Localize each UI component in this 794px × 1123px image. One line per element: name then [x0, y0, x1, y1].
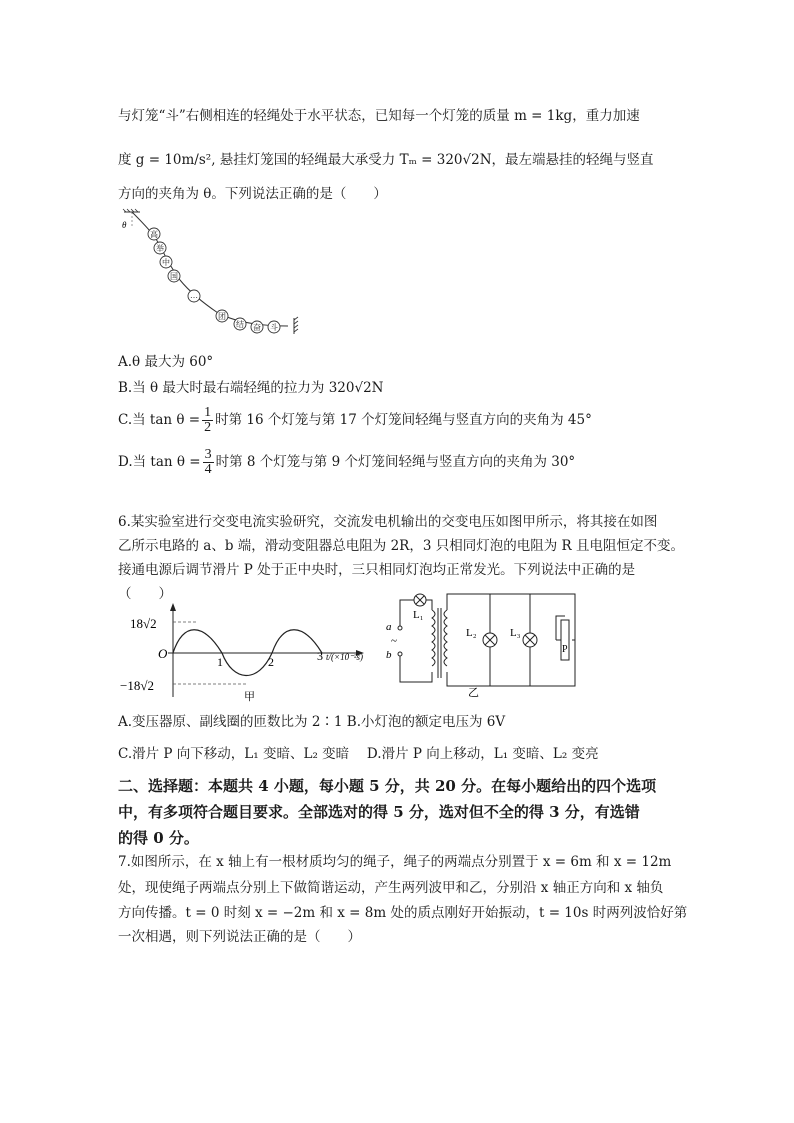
axis-label: t/(×10⁻²s) — [326, 652, 364, 662]
lantern-string — [148, 228, 280, 333]
lamp-l3-label: L₃ — [510, 627, 521, 639]
q5-option-a: A.θ 最大为 60° — [118, 354, 214, 370]
q5-option-d — [118, 448, 575, 477]
fraction-numerator: 1 — [204, 405, 212, 420]
tick-1-label: 1 — [217, 655, 223, 669]
y-max-label: 18√2 — [130, 616, 157, 631]
fraction-denominator: 2 — [204, 420, 212, 435]
lantern-label: 国 — [170, 272, 178, 281]
q6-options-ab: A.变压器原、副线圈的匝数比为 2∶1 B.小灯泡的额定电压为 6V — [118, 714, 506, 730]
lantern-label: 结 — [236, 320, 244, 329]
q5-stem-line2: 度 g = 10m/s², 悬挂灯笼国的轻绳最大承受力 Tₘ = 320√2N，最左端悬挂的轻绳与竖直 — [118, 152, 654, 168]
q6-line2: 乙所示电路的 a、b 端，滑动变阻器总电阻为 2R，3 只相同灯泡的电阻为 R 且电阻恒定不变。 — [118, 538, 684, 554]
q6-line1: 6.某实验室进行交变电流实验研究，交流发电机输出的交变电压如图甲所示，将其接在如图 — [118, 514, 658, 530]
q5-stem-line1: 与灯笼“斗”右侧相连的轻绳处于水平状态，已知每一个灯笼的质量 m = 1kg，重力加速 — [118, 108, 640, 124]
lantern-label: 举 — [156, 244, 164, 253]
q5-option-b: B.当 θ 最大时最右端轻绳的拉力为 320√2N — [118, 380, 384, 396]
fraction — [203, 448, 214, 477]
lantern-label: 高 — [150, 230, 158, 239]
voltage-wave-figure — [118, 602, 368, 702]
lamp-l2-label: L₂ — [466, 627, 477, 639]
origin-label: O — [158, 646, 168, 661]
q6-line3: 接通电源后调节滑片 P 处于正中央时，三只相同灯泡均正常发光。下列说法中正确的是 — [118, 562, 636, 578]
lantern-label: 中 — [162, 258, 170, 267]
q6-options-cd: C.滑片 P 向下移动，L₁ 变暗、L₂ 变暗 D.滑片 P 向上移动，L₁ 变暗、L₂ 变亮 — [118, 746, 599, 762]
lantern-figure — [118, 208, 313, 348]
q7-line2: 处，现使绳子两端点分别上下做简谐运动，产生两列波甲和乙，分别沿 x 轴正方向和 x 轴负 — [118, 880, 664, 896]
q6-line4: （ ） — [118, 586, 172, 602]
section2-line1: 二、选择题：本题共 4 小题，每小题 5 分，共 20 分。在每小题给出的四个选项 — [118, 777, 657, 795]
q7-line4: 一次相遇，则下列说法正确的是（ ） — [118, 929, 361, 945]
lantern-label: 奋 — [253, 323, 261, 332]
circuit-figure — [380, 586, 580, 698]
section2-line2: 中，有多项符合题目要求。全部选对的得 5 分，选对但不全的得 3 分，有选错 — [118, 803, 640, 821]
q5-option-c — [118, 406, 592, 435]
lamp-l1-label: L₁ — [413, 609, 424, 621]
q5-option-d-post: 时第 8 个灯笼与第 9 个灯笼间轻绳与竖直方向的夹角为 30° — [215, 454, 576, 470]
q7-line1: 7.如图所示，在 x 轴上有一根材质均匀的绳子，绳子的两端点分别置于 x = 6m 和 x = 12m — [118, 854, 672, 870]
terminal-a-label: a — [386, 621, 392, 633]
q7-line3: 方向传播。t = 0 时刻 x = −2m 和 x = 8m 处的质点刚好开始振动，t = 10s 时两列波恰好第 — [118, 905, 688, 921]
q5-stem-line3: 方向的夹角为 θ。下列说法正确的是（ ） — [118, 186, 387, 202]
fraction-denominator: 4 — [204, 462, 212, 477]
lantern-label: 斗 — [270, 323, 278, 332]
tick-2-label: 2 — [268, 655, 274, 669]
fraction — [202, 406, 213, 435]
y-min-label: −18√2 — [120, 678, 154, 693]
fraction-numerator: 3 — [204, 447, 212, 462]
lantern-label: … — [190, 291, 198, 300]
caption-jia: 甲 — [244, 691, 255, 702]
theta-label: θ — [122, 220, 127, 230]
caption-yi: 乙 — [468, 687, 479, 698]
tick-3-label: 3 — [317, 649, 323, 663]
source-symbol: ~ — [391, 635, 397, 647]
slider-p-label: P — [562, 644, 568, 655]
q5-option-c-post: 时第 16 个灯笼与第 17 个灯笼间轻绳与竖直方向的夹角为 45° — [215, 412, 592, 428]
lantern-label: 团 — [218, 312, 226, 321]
q5-option-c-pre: C.当 tan θ = — [118, 412, 201, 428]
terminal-b-label: b — [386, 649, 392, 661]
section2-line3: 的得 0 分。 — [118, 829, 199, 847]
q5-option-d-pre: D.当 tan θ = — [118, 454, 201, 470]
